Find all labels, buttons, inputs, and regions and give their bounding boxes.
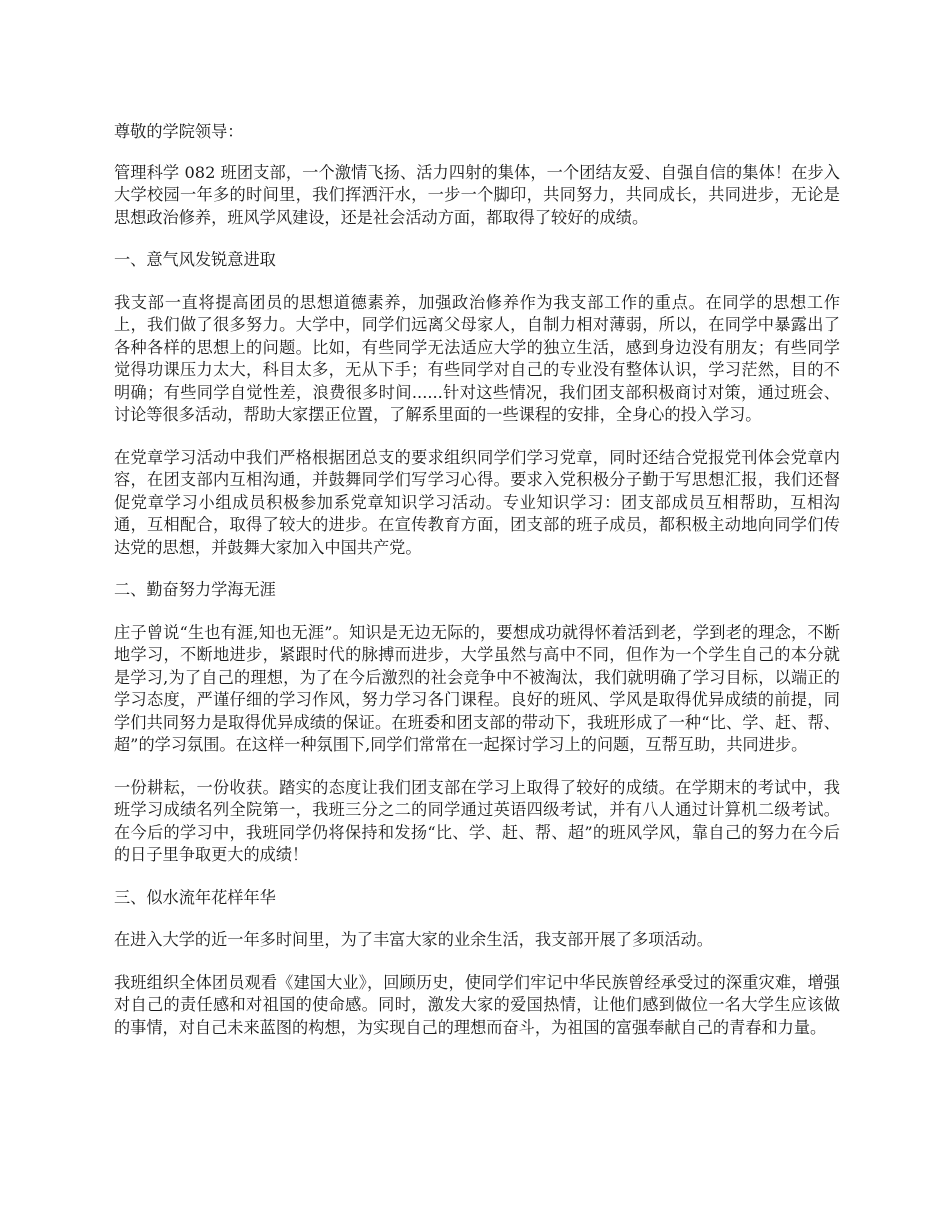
salutation: 尊敬的学院领导： (114, 122, 244, 141)
intro-paragraph: 管理科学 082 班团支部，一个激情飞扬、活力四射的集体，一个团结友爱、自强自信的集体！在步入大学校园一年多的时间里，我们挥洒汗水，一步一个脚印，共同努力，共同成长，共同进步，无论是思想政治修养，班风学风建设，还是社会活动方面，都取得了较好的成绩。 (114, 162, 840, 227)
section1-paragraph-1: 我支部一直将提高团员的思想道德素养，加强政治修养作为我支部工作的重点。在同学的思想工作上，我们做了很多努力。大学中，同学们远离父母家人，自制力相对薄弱，所以，在同学中暴露出了各种各样的思想上的问题。比如，有些同学无法适应大学的独立生活，感到身边没有朋友；有些同学觉得功课压力太大，科目太多，无从下手；有些同学对自己的专业没有整体认识，学习茫然，目的不明确；有些同学自觉性差，浪费很多时间......针对这些情况，我们团支部积极商讨对策，通过班会、讨论等很多活动，帮助大家摆正位置，了解系里面的一些课程的安排，全身心的投入学习。 (114, 292, 840, 424)
section1-paragraph-2: 在党章学习活动中我们严格根据团总支的要求组织同学们学习党章，同时还结合党报党刊体会党章内容，在团支部内互相沟通，并鼓舞同学们写学习心得。要求入党积极分子勤于写思想汇报，我们还督促党章学习小组成员积极参加系党章知识学习活动。专业知识学习：团支部成员互相帮助，互相沟通，互相配合，取得了较大的进步。在宣传教育方面，团支部的班子成员，都积极主动地向同学们传达党的思想，并鼓舞大家加入中国共产党。 (114, 447, 840, 557)
section-heading-1: 一、意气风发锐意进取 (114, 250, 276, 269)
section-heading-2: 二、勤奋努力学海无涯 (114, 580, 276, 599)
section2-paragraph-2: 一份耕耘，一份收获。踏实的态度让我们团支部在学习上取得了较好的成绩。在学期末的考试中，我班学习成绩名列全院第一，我班三分之二的同学通过英语四级考试，并有八人通过计算机二级考试。在今后的学习中，我班同学仍将保持和发扬“比、学、赶、帮、超”的班风学风，靠自己的努力在今后的日子里争取更大的成绩！ (114, 777, 840, 864)
section2-paragraph-1: 庄子曾说“生也有涯,知也无涯”。知识是无边无际的，要想成功就得怀着活到老，学到老的理念，不断地学习，不断地进步，紧跟时代的脉搏而进步，大学虽然与高中不同，但作为一个学生自己的本分就是学习,为了自己的理想，为了在今后激烈的社会竞争中不被淘汰，我们就明确了学习目标，以端正的学习态度，严谨仔细的学习作风，努力学习各门课程。良好的班风、学风是取得优异成绩的前提，同学们共同努力是取得优异成绩的保证。在班委和团支部的带动下，我班形成了一种“比、学、赶、帮、超”的学习氛围。在这样一种氛围下,同学们常常在一起探讨学习上的问题，互帮互助，共同进步。 (114, 622, 840, 754)
document-body (114, 121, 840, 1059)
section3-paragraph-2: 我班组织全体团员观看《建国大业》，回顾历史，使同学们牢记中华民族曾经承受过的深重灾难，增强对自己的责任感和对祖国的使命感。同时，激发大家的爱国热情，让他们感到做位一名大学生应该做的事情，对自己未来蓝图的构想，为实现自己的理想而奋斗，为祖国的富强奉献自己的青春和力量。 (114, 972, 840, 1037)
section-heading-3: 三、似水流年花样年华 (114, 887, 276, 907)
section3-paragraph-1: 在进入大学的近一年多时间里，为了丰富大家的业余生活，我支部开展了多项活动。 (114, 930, 713, 949)
